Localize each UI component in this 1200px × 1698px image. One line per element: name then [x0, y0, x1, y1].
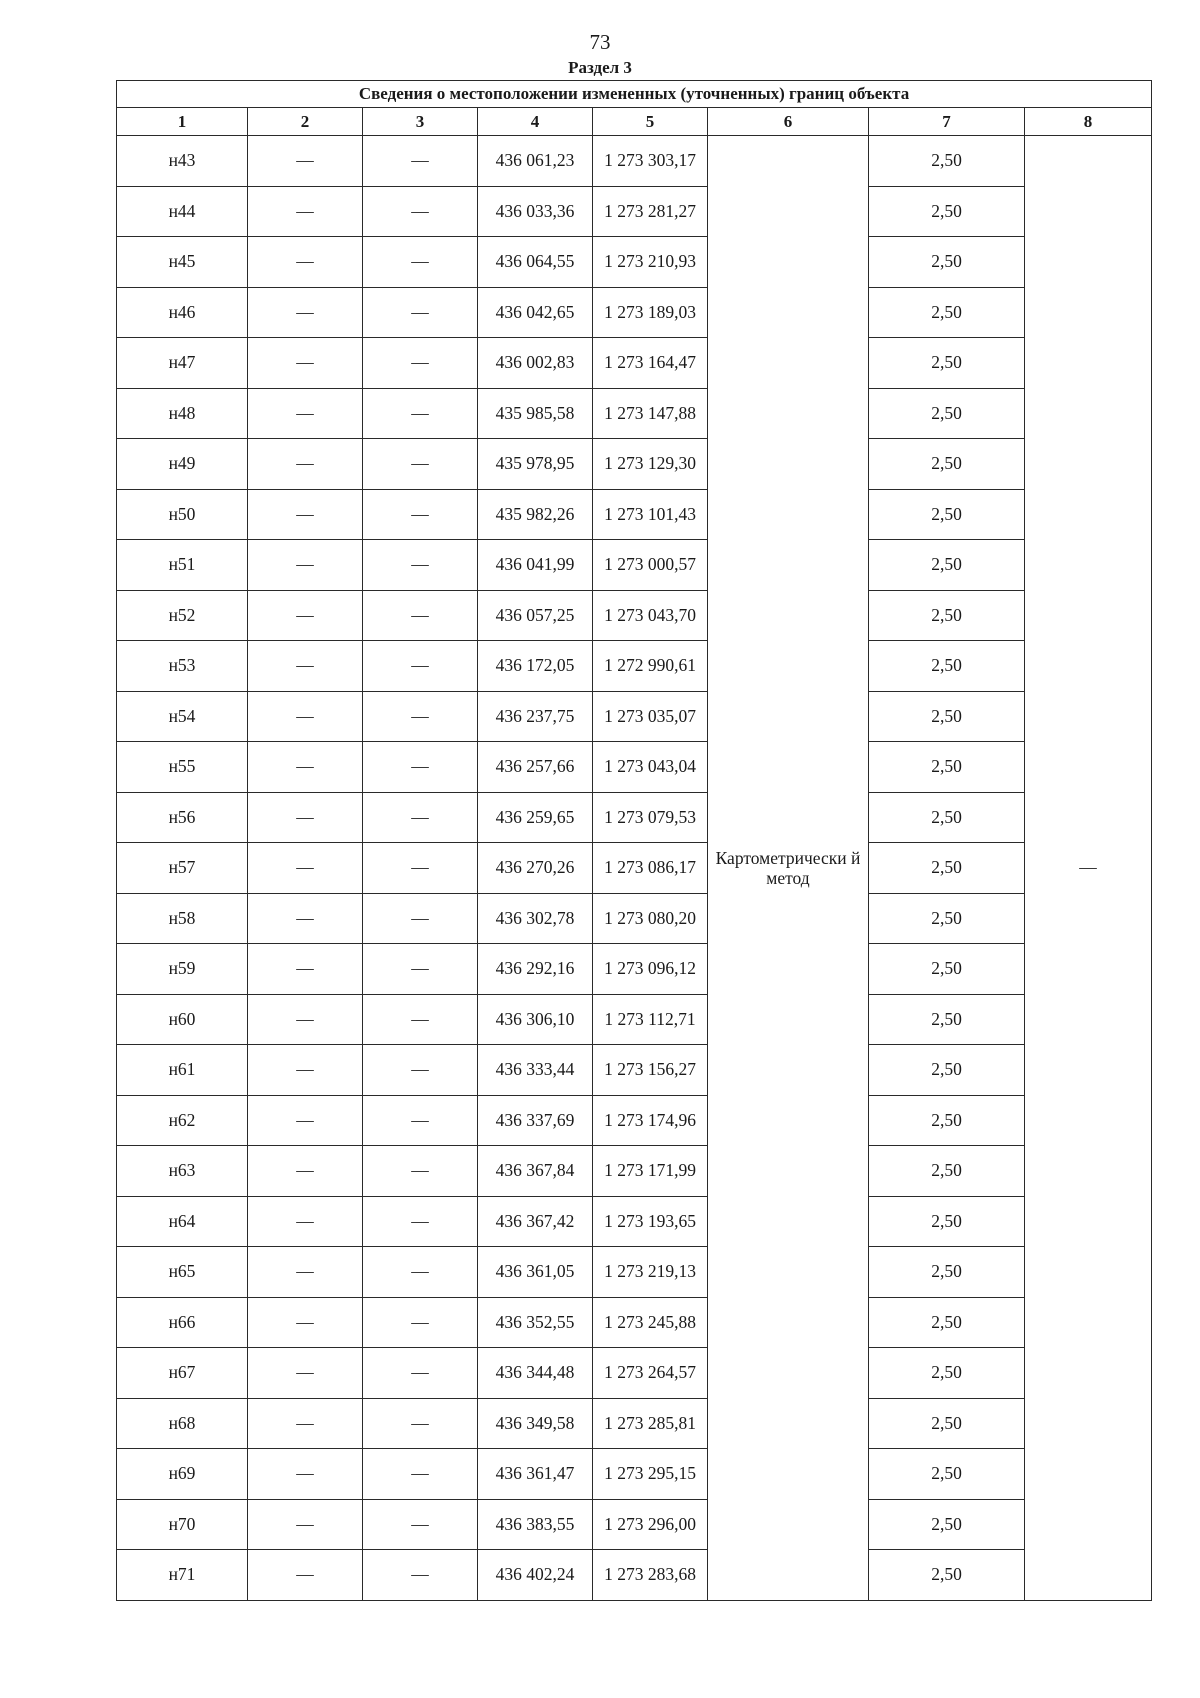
column-3-cell: —: [363, 792, 478, 843]
accuracy-cell: 2,50: [869, 1550, 1025, 1601]
method-cell: Картометрически й метод: [708, 136, 869, 1601]
table-row: [117, 1499, 1152, 1550]
point-number-cell: н43: [117, 136, 248, 187]
point-number-cell: н46: [117, 287, 248, 338]
x-coordinate-cell: 436 333,44: [478, 1045, 593, 1096]
point-number-cell: н47: [117, 338, 248, 389]
table-row: [117, 237, 1152, 288]
accuracy-cell: 2,50: [869, 489, 1025, 540]
y-coordinate-cell: 1 273 295,15: [593, 1449, 708, 1500]
y-coordinate-cell: 1 273 245,88: [593, 1297, 708, 1348]
column-2-cell: —: [248, 1146, 363, 1197]
column-2-cell: —: [248, 994, 363, 1045]
column-2-cell: —: [248, 1095, 363, 1146]
column-3-cell: —: [363, 287, 478, 338]
column-number: 3: [363, 108, 478, 136]
x-coordinate-cell: 436 061,23: [478, 136, 593, 187]
y-coordinate-cell: 1 273 296,00: [593, 1499, 708, 1550]
y-coordinate-cell: 1 273 283,68: [593, 1550, 708, 1601]
x-coordinate-cell: 436 349,58: [478, 1398, 593, 1449]
x-coordinate-cell: 436 367,42: [478, 1196, 593, 1247]
column-2-cell: —: [248, 641, 363, 692]
column-3-cell: —: [363, 742, 478, 793]
column-3-cell: —: [363, 1146, 478, 1197]
column-3-cell: —: [363, 136, 478, 187]
accuracy-cell: 2,50: [869, 1045, 1025, 1096]
y-coordinate-cell: 1 272 990,61: [593, 641, 708, 692]
x-coordinate-cell: 436 270,26: [478, 843, 593, 894]
y-coordinate-cell: 1 273 164,47: [593, 338, 708, 389]
accuracy-cell: 2,50: [869, 439, 1025, 490]
accuracy-cell: 2,50: [869, 742, 1025, 793]
column-3-cell: —: [363, 1045, 478, 1096]
column-3-cell: —: [363, 388, 478, 439]
column-3-cell: —: [363, 439, 478, 490]
y-coordinate-cell: 1 273 129,30: [593, 439, 708, 490]
point-number-cell: н66: [117, 1297, 248, 1348]
column-3-cell: —: [363, 893, 478, 944]
section-title: Раздел 3: [568, 58, 632, 77]
column-2-cell: —: [248, 439, 363, 490]
y-coordinate-cell: 1 273 285,81: [593, 1398, 708, 1449]
table-row: [117, 287, 1152, 338]
x-coordinate-cell: 436 361,05: [478, 1247, 593, 1298]
column-3-cell: —: [363, 994, 478, 1045]
y-coordinate-cell: 1 273 080,20: [593, 893, 708, 944]
x-coordinate-cell: 436 306,10: [478, 994, 593, 1045]
x-coordinate-cell: 436 302,78: [478, 893, 593, 944]
column-2-cell: —: [248, 1550, 363, 1601]
table-row: [117, 994, 1152, 1045]
table-row: [117, 338, 1152, 389]
point-number-cell: н52: [117, 590, 248, 641]
x-coordinate-cell: 436 041,99: [478, 540, 593, 591]
table-row: [117, 1348, 1152, 1399]
x-coordinate-cell: 435 985,58: [478, 388, 593, 439]
y-coordinate-cell: 1 273 303,17: [593, 136, 708, 187]
point-number-cell: н64: [117, 1196, 248, 1247]
x-coordinate-cell: 436 344,48: [478, 1348, 593, 1399]
table-row: [117, 1297, 1152, 1348]
table-row: [117, 590, 1152, 641]
point-number-cell: н67: [117, 1348, 248, 1399]
x-coordinate-cell: 436 033,36: [478, 186, 593, 237]
y-coordinate-cell: 1 273 219,13: [593, 1247, 708, 1298]
point-number-cell: н58: [117, 893, 248, 944]
accuracy-cell: 2,50: [869, 641, 1025, 692]
column-2-cell: —: [248, 1297, 363, 1348]
column-2-cell: —: [248, 1499, 363, 1550]
x-coordinate-cell: 436 064,55: [478, 237, 593, 288]
column-3-cell: —: [363, 186, 478, 237]
column-number: 8: [1025, 108, 1152, 136]
table-row: [117, 843, 1152, 894]
accuracy-cell: 2,50: [869, 843, 1025, 894]
y-coordinate-cell: 1 273 043,04: [593, 742, 708, 793]
point-number-cell: н51: [117, 540, 248, 591]
table-row: [117, 691, 1152, 742]
table-body: [117, 136, 1152, 1601]
column-2-cell: —: [248, 1449, 363, 1500]
accuracy-cell: 2,50: [869, 1196, 1025, 1247]
column-2-cell: —: [248, 1247, 363, 1298]
table-row: [117, 1398, 1152, 1449]
y-coordinate-cell: 1 273 281,27: [593, 186, 708, 237]
y-coordinate-cell: 1 273 043,70: [593, 590, 708, 641]
accuracy-cell: 2,50: [869, 792, 1025, 843]
accuracy-cell: 2,50: [869, 1095, 1025, 1146]
column-3-cell: —: [363, 540, 478, 591]
point-number-cell: н48: [117, 388, 248, 439]
table-row: [117, 1095, 1152, 1146]
column-2-cell: —: [248, 338, 363, 389]
column-3-cell: —: [363, 1297, 478, 1348]
accuracy-cell: 2,50: [869, 287, 1025, 338]
column-2-cell: —: [248, 691, 363, 742]
column-2-cell: —: [248, 237, 363, 288]
x-coordinate-cell: 436 057,25: [478, 590, 593, 641]
table-row: [117, 893, 1152, 944]
point-number-cell: н60: [117, 994, 248, 1045]
column-3-cell: —: [363, 590, 478, 641]
accuracy-cell: 2,50: [869, 590, 1025, 641]
column-3-cell: —: [363, 1095, 478, 1146]
column-2-cell: —: [248, 944, 363, 995]
y-coordinate-cell: 1 273 171,99: [593, 1146, 708, 1197]
accuracy-cell: 2,50: [869, 388, 1025, 439]
accuracy-cell: 2,50: [869, 994, 1025, 1045]
column-2-cell: —: [248, 590, 363, 641]
y-coordinate-cell: 1 273 193,65: [593, 1196, 708, 1247]
column-3-cell: —: [363, 338, 478, 389]
point-number-cell: н63: [117, 1146, 248, 1197]
accuracy-cell: 2,50: [869, 1449, 1025, 1500]
table-row: [117, 388, 1152, 439]
x-coordinate-cell: 436 237,75: [478, 691, 593, 742]
y-coordinate-cell: 1 273 000,57: [593, 540, 708, 591]
column-3-cell: —: [363, 1398, 478, 1449]
column-3-cell: —: [363, 1247, 478, 1298]
table-row: [117, 136, 1152, 187]
table-row: [117, 641, 1152, 692]
page-number: 73: [589, 30, 611, 54]
x-coordinate-cell: 436 383,55: [478, 1499, 593, 1550]
accuracy-cell: 2,50: [869, 186, 1025, 237]
point-number-cell: н57: [117, 843, 248, 894]
point-number-cell: н69: [117, 1449, 248, 1500]
table-row: [117, 1247, 1152, 1298]
x-coordinate-cell: 436 042,65: [478, 287, 593, 338]
x-coordinate-cell: 436 361,47: [478, 1449, 593, 1500]
point-number-cell: н68: [117, 1398, 248, 1449]
column-number: 4: [478, 108, 593, 136]
y-coordinate-cell: 1 273 079,53: [593, 792, 708, 843]
point-number-cell: н65: [117, 1247, 248, 1298]
column-2-cell: —: [248, 388, 363, 439]
column-3-cell: —: [363, 489, 478, 540]
column-3-cell: —: [363, 1449, 478, 1500]
point-number-cell: н56: [117, 792, 248, 843]
column-2-cell: —: [248, 742, 363, 793]
column-3-cell: —: [363, 691, 478, 742]
table-row: [117, 489, 1152, 540]
accuracy-cell: 2,50: [869, 1499, 1025, 1550]
table-row: [117, 1550, 1152, 1601]
column-2-cell: —: [248, 893, 363, 944]
table-row: [117, 540, 1152, 591]
column-number: 7: [869, 108, 1025, 136]
column-2-cell: —: [248, 1196, 363, 1247]
column-3-cell: —: [363, 641, 478, 692]
y-coordinate-cell: 1 273 174,96: [593, 1095, 708, 1146]
point-number-cell: н61: [117, 1045, 248, 1096]
column-2-cell: —: [248, 1398, 363, 1449]
note-cell: —: [1025, 136, 1152, 1601]
x-coordinate-cell: 436 172,05: [478, 641, 593, 692]
x-coordinate-cell: 436 352,55: [478, 1297, 593, 1348]
point-number-cell: н44: [117, 186, 248, 237]
column-2-cell: —: [248, 186, 363, 237]
column-3-cell: —: [363, 1348, 478, 1399]
column-2-cell: —: [248, 792, 363, 843]
accuracy-cell: 2,50: [869, 944, 1025, 995]
column-2-cell: —: [248, 1348, 363, 1399]
column-3-cell: —: [363, 944, 478, 995]
x-coordinate-cell: 436 402,24: [478, 1550, 593, 1601]
column-2-cell: —: [248, 489, 363, 540]
point-number-cell: н59: [117, 944, 248, 995]
x-coordinate-cell: 436 002,83: [478, 338, 593, 389]
column-3-cell: —: [363, 1196, 478, 1247]
column-2-cell: —: [248, 287, 363, 338]
y-coordinate-cell: 1 273 189,03: [593, 287, 708, 338]
accuracy-cell: 2,50: [869, 691, 1025, 742]
column-number: 1: [117, 108, 248, 136]
point-number-cell: н54: [117, 691, 248, 742]
column-2-cell: —: [248, 136, 363, 187]
accuracy-cell: 2,50: [869, 1247, 1025, 1298]
x-coordinate-cell: 436 337,69: [478, 1095, 593, 1146]
column-number: 5: [593, 108, 708, 136]
point-number-cell: н70: [117, 1499, 248, 1550]
column-3-cell: —: [363, 237, 478, 288]
column-number: 6: [708, 108, 869, 136]
accuracy-cell: 2,50: [869, 237, 1025, 288]
y-coordinate-cell: 1 273 035,07: [593, 691, 708, 742]
table-row: [117, 1196, 1152, 1247]
x-coordinate-cell: 436 259,65: [478, 792, 593, 843]
y-coordinate-cell: 1 273 156,27: [593, 1045, 708, 1096]
accuracy-cell: 2,50: [869, 893, 1025, 944]
boundary-coordinates-table: [116, 80, 1152, 1601]
point-number-cell: н49: [117, 439, 248, 490]
table-row: [117, 1449, 1152, 1500]
x-coordinate-cell: 435 982,26: [478, 489, 593, 540]
table-row: [117, 1045, 1152, 1096]
point-number-cell: н50: [117, 489, 248, 540]
point-number-cell: н53: [117, 641, 248, 692]
x-coordinate-cell: 436 367,84: [478, 1146, 593, 1197]
y-coordinate-cell: 1 273 086,17: [593, 843, 708, 894]
column-3-cell: —: [363, 1550, 478, 1601]
y-coordinate-cell: 1 273 101,43: [593, 489, 708, 540]
accuracy-cell: 2,50: [869, 1146, 1025, 1197]
column-2-cell: —: [248, 843, 363, 894]
table-row: [117, 742, 1152, 793]
accuracy-cell: 2,50: [869, 136, 1025, 187]
y-coordinate-cell: 1 273 147,88: [593, 388, 708, 439]
column-2-cell: —: [248, 1045, 363, 1096]
table-row: [117, 1146, 1152, 1197]
table-row: [117, 439, 1152, 490]
table-row: [117, 944, 1152, 995]
x-coordinate-cell: 435 978,95: [478, 439, 593, 490]
y-coordinate-cell: 1 273 112,71: [593, 994, 708, 1045]
accuracy-cell: 2,50: [869, 1297, 1025, 1348]
x-coordinate-cell: 436 257,66: [478, 742, 593, 793]
accuracy-cell: 2,50: [869, 1398, 1025, 1449]
accuracy-cell: 2,50: [869, 338, 1025, 389]
accuracy-cell: 2,50: [869, 540, 1025, 591]
table-row: [117, 186, 1152, 237]
column-number-row: [117, 108, 1152, 136]
point-number-cell: н62: [117, 1095, 248, 1146]
point-number-cell: н71: [117, 1550, 248, 1601]
column-2-cell: —: [248, 540, 363, 591]
point-number-cell: н45: [117, 237, 248, 288]
x-coordinate-cell: 436 292,16: [478, 944, 593, 995]
column-number: 2: [248, 108, 363, 136]
table-row: [117, 792, 1152, 843]
accuracy-cell: 2,50: [869, 1348, 1025, 1399]
y-coordinate-cell: 1 273 096,12: [593, 944, 708, 995]
column-3-cell: —: [363, 843, 478, 894]
table-caption: Сведения о местоположении измененных (уточненных) границ объекта: [117, 81, 1152, 108]
point-number-cell: н55: [117, 742, 248, 793]
column-3-cell: —: [363, 1499, 478, 1550]
y-coordinate-cell: 1 273 210,93: [593, 237, 708, 288]
y-coordinate-cell: 1 273 264,57: [593, 1348, 708, 1399]
